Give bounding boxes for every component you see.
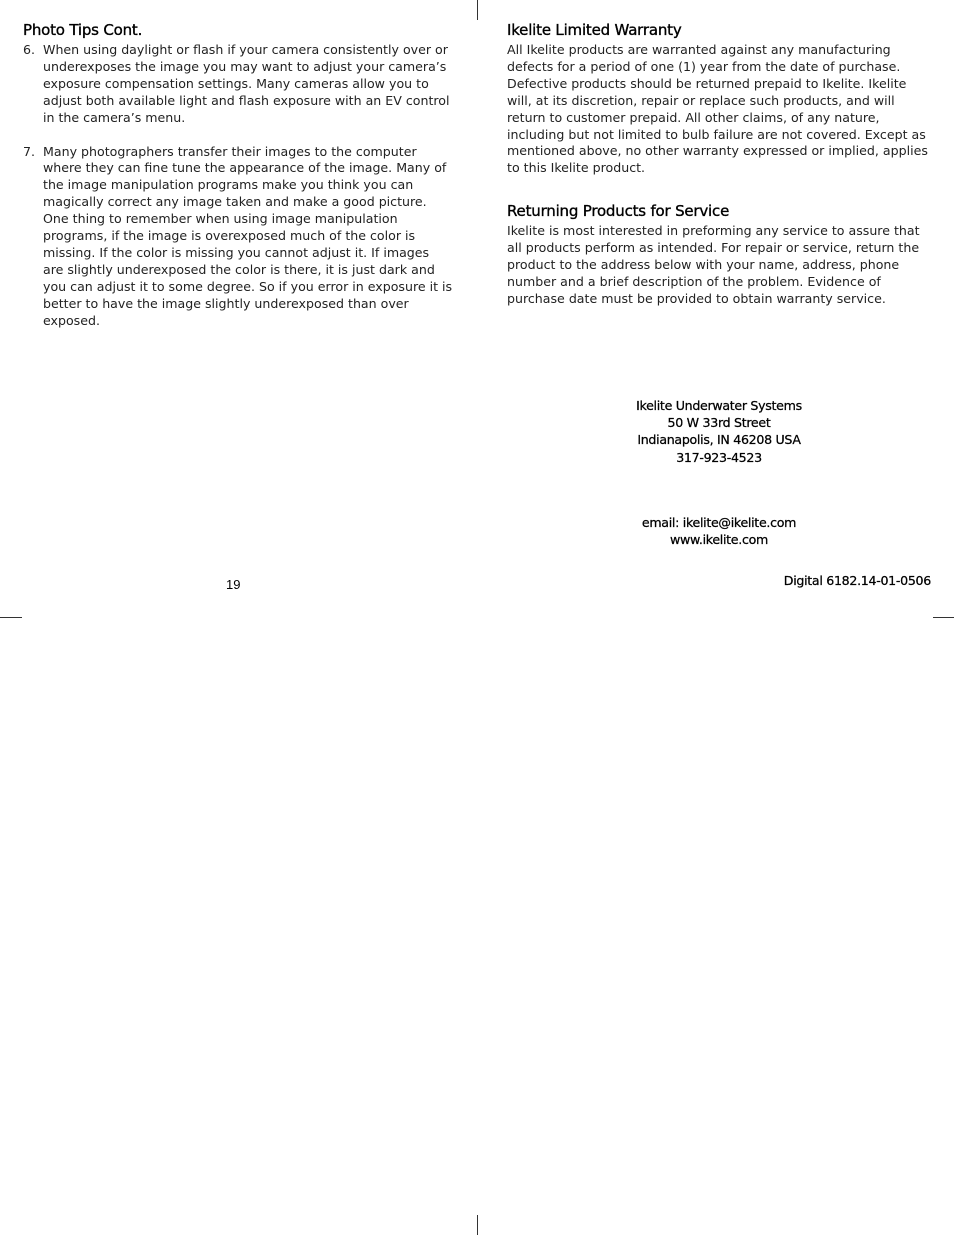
tip-text: Many photographers transfer their images to the computer where they can fine tune the appearance of the image. Many of the image manipulation programs make you think you can magically correct any image taken and make a good picture. One thing to remember when using image manipulation programs, if the image is overexposed much of the color is missing. If the color is missing you cannot adjust it. If images are slightly underexposed the color is there, it is just dark and you can adjust it to some degree. So if you error in exposure it is better to have the image slightly underexposed than over exposed.	[43, 143, 453, 328]
page-number: 19	[226, 577, 241, 592]
street-address: 50 W 33rd Street	[667, 415, 771, 431]
tip-text: When using daylight or flash if your camera consistently over or underexposes the image you may want to adjust your camera’s exposure compensation settings. Many cameras allow you to adjust both available light and flash exposure with an EV control in the camera’s menu.	[43, 42, 450, 125]
contact-info	[610, 514, 828, 548]
photo-tips-section	[23, 20, 453, 330]
warranty-section	[507, 20, 932, 177]
phone-number: 317-923-4523	[676, 449, 762, 465]
warranty-heading: Ikelite Limited Warranty	[507, 21, 682, 39]
right-column	[507, 20, 932, 308]
crop-mark-bottom	[477, 1215, 478, 1235]
website-link[interactable]: www.ikelite.com	[670, 532, 768, 548]
email-link[interactable]: email: ikelite@ikelite.com	[641, 515, 797, 530]
company-name: Ikelite Underwater Systems	[636, 398, 802, 413]
tip-item-6	[23, 42, 453, 127]
tip-number: 7.	[23, 143, 36, 159]
photo-tips-heading: Photo Tips Cont.	[23, 21, 143, 39]
company-address	[610, 397, 828, 466]
returns-heading: Returning Products for Service	[507, 202, 730, 221]
tip-number: 6.	[23, 42, 36, 57]
crop-mark-right	[933, 617, 954, 618]
returns-section	[507, 201, 932, 308]
tip-item-7	[23, 144, 453, 330]
document-code: Digital 6182.14-01-0506	[783, 573, 931, 588]
city-state-zip: Indianapolis, IN 46208 USA	[637, 432, 801, 448]
warranty-text: All Ikelite products are warranted against any manufacturing defects for a period of one (1) year from the date of purchase. Defective products should be returned prepaid to Ikelite. Ikelite will, at its discretion, repair or replace such products, and will return to customer prepaid. All other claims, of any nature, including but not limited to bulb failure are not covered. Except as mentioned above, no other warranty expressed or implied, applies to this Ikelite product.	[507, 42, 928, 176]
crop-mark-top	[477, 0, 478, 20]
returns-text: Ikelite is most interested in preforming any service to assure that all products perform as intended. For repair or service, return the product to the address below with your name, address, phone number and a brief description of the problem. Evidence of purchase date must be provided to obtain warranty service.	[507, 223, 920, 306]
crop-mark-left	[0, 617, 22, 618]
